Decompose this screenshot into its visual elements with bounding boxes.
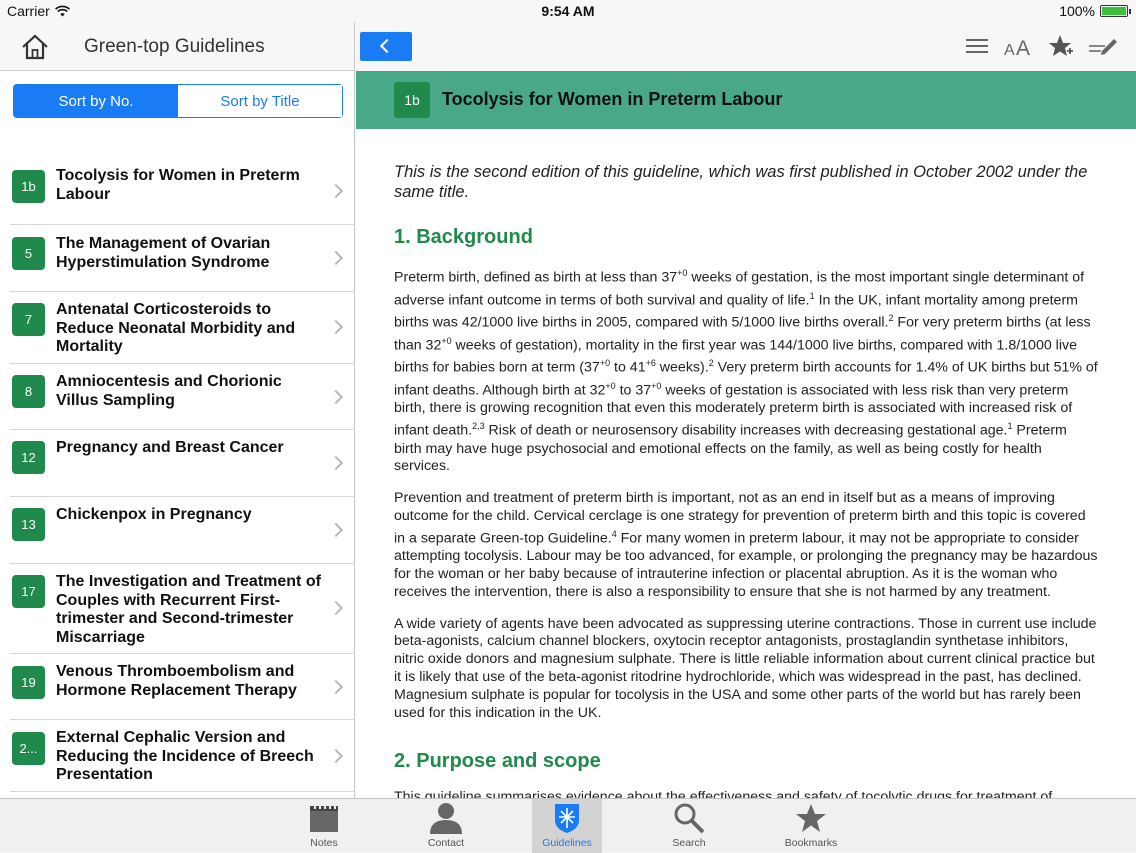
document-title: Tocolysis for Women in Preterm Labour xyxy=(442,89,783,109)
tab-guidelines[interactable]: Guidelines xyxy=(532,799,602,853)
section-heading-background: 1. Background xyxy=(394,226,533,248)
guideline-number-badge: 19 xyxy=(12,666,45,699)
document-title-band xyxy=(356,71,1136,129)
guideline-title: The Management of Ovarian Hyperstimulation Syndrome xyxy=(56,235,271,271)
search-icon xyxy=(673,802,705,834)
chevron-right-icon xyxy=(329,184,343,198)
tab-search[interactable]: Search xyxy=(654,799,724,853)
paragraph-background-3: A wide variety of agents have been advocated as suppressing uterine contractions. Those in current use include beta-agonists, calcium channel blockers, oxytocin receptor antagonists, prostaglandin synthetase inhibitors, nitric oxide donors and magnesium sulphate. There is little reliable information about current clinical practice but it is likely that use of the beta-agonist ritodrine hydrochloride, which was widespread in the past, has declined. Magnesium sulphate is popular for tocolysis in the USA and some other parts of the world but has rarely been used for this indication in the UK. xyxy=(394,615,1097,721)
home-icon[interactable] xyxy=(20,33,50,61)
chevron-right-icon xyxy=(329,749,343,763)
tab-notes[interactable]: Notes xyxy=(289,799,359,853)
star-icon xyxy=(795,802,827,834)
guideline-title: Pregnancy and Breast Cancer xyxy=(56,439,284,456)
bookmark-star-icon[interactable] xyxy=(1048,34,1074,58)
chevron-right-icon xyxy=(329,523,343,537)
sort-by-number-button[interactable]: Sort by No. xyxy=(14,85,178,117)
list-item[interactable] xyxy=(10,364,355,430)
svg-text:A: A xyxy=(1016,37,1031,60)
chevron-right-icon xyxy=(329,456,343,470)
list-item[interactable] xyxy=(10,292,355,364)
battery-icon xyxy=(1100,5,1128,17)
guideline-title: Venous Thromboembolism and Hormone Replacement Therapy xyxy=(56,663,297,699)
carrier-label: Carrier xyxy=(7,3,50,19)
guideline-title: Chickenpox in Pregnancy xyxy=(56,506,252,523)
chevron-right-icon xyxy=(329,320,343,334)
toolbar-icons xyxy=(964,34,1116,58)
tab-contact[interactable]: Contact xyxy=(411,799,481,853)
status-right xyxy=(1059,3,1128,19)
status-time: 9:54 AM xyxy=(541,3,595,19)
chevron-right-icon xyxy=(329,251,343,265)
guideline-number-badge: 8 xyxy=(12,375,45,408)
note-edit-icon[interactable] xyxy=(1090,34,1116,58)
tab-bar xyxy=(0,798,1136,852)
chevron-right-icon xyxy=(329,680,343,694)
paragraph-background-1: Preterm birth, defined as birth at less than $37^{+0}$ weeks of gestation, is the most important single determinant of adverse infant outcome in terms of both survival and quality of life.$^1$ In the UK, infant mortality among preterm births was 42/1000 live births in 2005, compared with 5/1000 live births overall.$^2$ For very preterm births (at less than $32^{+0}$ weeks of gestation), mortality in the first year was 144/1000 live births, compared with 1.8/1000 live births for babies born at term ($37^{+0}$ to $41^{+6}$ weeks).$^2$ Very preterm birth accounts for 1.4% of UK births but 51% of infant deaths. Although birth at $32^{+0}$ to $37^{+0}$ weeks of gestation is associated with less risk than very preterm birth, there is growing recognition that even this moderately preterm birth is associated with increased risk of infant death.$^{2,3}$ Risk of death or neurosensory disability increases with decreasing gestational age.$^1$ Preterm birth may have huge psychosocial and emotional effects on the family, as well as being costly for health services. xyxy=(394,268,1098,475)
list-item[interactable] xyxy=(10,720,355,792)
list-item[interactable] xyxy=(10,564,355,654)
guideline-title: External Cephalic Version and Reducing the Incidence of Breech Presentation xyxy=(56,729,314,783)
list-item[interactable] xyxy=(10,162,355,225)
sidebar xyxy=(0,22,355,798)
sort-by-title-button[interactable]: Sort by Title xyxy=(178,85,342,117)
guideline-title: Antenatal Corticosteroids to Reduce Neonatal Morbidity and Mortality xyxy=(56,301,296,355)
notes-icon xyxy=(308,802,340,834)
document-number-badge: 1b xyxy=(394,82,430,118)
section-heading-purpose: 2. Purpose and scope xyxy=(394,750,601,773)
paragraph-background-2: Prevention and treatment of preterm birth is important, not as an end in itself but as a means of improving outcome for the child. Cervical cerclage is one strategy for prevention of preterm birth and this topic is covered in a separate Green-top Guideline.$^4$ For many women in preterm labour, it may not be appropriate to consider attempting tocolysis. Labour may be too advanced, for example, or prolonging the pregnancy may be hazardous for the woman or her baby because of intrauterine infection or placental abruption. As it is the woman who receives the intervention, there is also a responsibility to ensure that she is not harmed by any treatment. xyxy=(394,490,1098,600)
battery-percent: 100% xyxy=(1059,3,1095,19)
text-size-icon[interactable] xyxy=(1006,34,1032,58)
status-bar xyxy=(0,0,1136,22)
guideline-title: Amniocentesis and Chorionic Villus Sampling xyxy=(56,373,282,409)
list-item[interactable] xyxy=(10,430,355,497)
table-of-contents-icon[interactable] xyxy=(964,34,990,58)
guideline-number-badge: 7 xyxy=(12,303,45,336)
list-item[interactable] xyxy=(10,654,355,720)
person-icon xyxy=(430,802,462,834)
guideline-number-badge: 17 xyxy=(12,575,45,608)
guideline-number-badge: 2... xyxy=(12,732,45,765)
sidebar-header xyxy=(0,22,354,71)
document-content[interactable] xyxy=(356,129,1136,798)
guideline-number-badge: 5 xyxy=(12,237,45,270)
guideline-number-badge: 12 xyxy=(12,441,45,474)
guideline-title: The Investigation and Treatment of Couples with Recurrent First-trimester and Second-trimester Miscarriage xyxy=(56,573,321,646)
detail-toolbar xyxy=(356,22,1136,71)
guideline-number-badge: 13 xyxy=(12,508,45,541)
guideline-title: Tocolysis for Women in Preterm Labour xyxy=(56,167,300,203)
list-item[interactable] xyxy=(10,497,355,564)
list-item[interactable] xyxy=(10,225,355,292)
back-button[interactable] xyxy=(360,32,412,61)
chevron-right-icon xyxy=(329,390,343,404)
guidelines-shield-icon xyxy=(551,802,583,834)
sidebar-title: Green-top Guidelines xyxy=(84,36,265,57)
guideline-number-badge: 1b xyxy=(12,170,45,203)
sort-segmented-control xyxy=(13,84,343,118)
guideline-list xyxy=(0,162,355,792)
tab-bookmarks[interactable]: Bookmarks xyxy=(776,799,846,853)
svg-text:A: A xyxy=(1004,42,1015,59)
chevron-right-icon xyxy=(329,601,343,615)
document-intro: This is the second edition of this guideline, which was first published in October 2002 under the same title. xyxy=(394,163,1088,201)
